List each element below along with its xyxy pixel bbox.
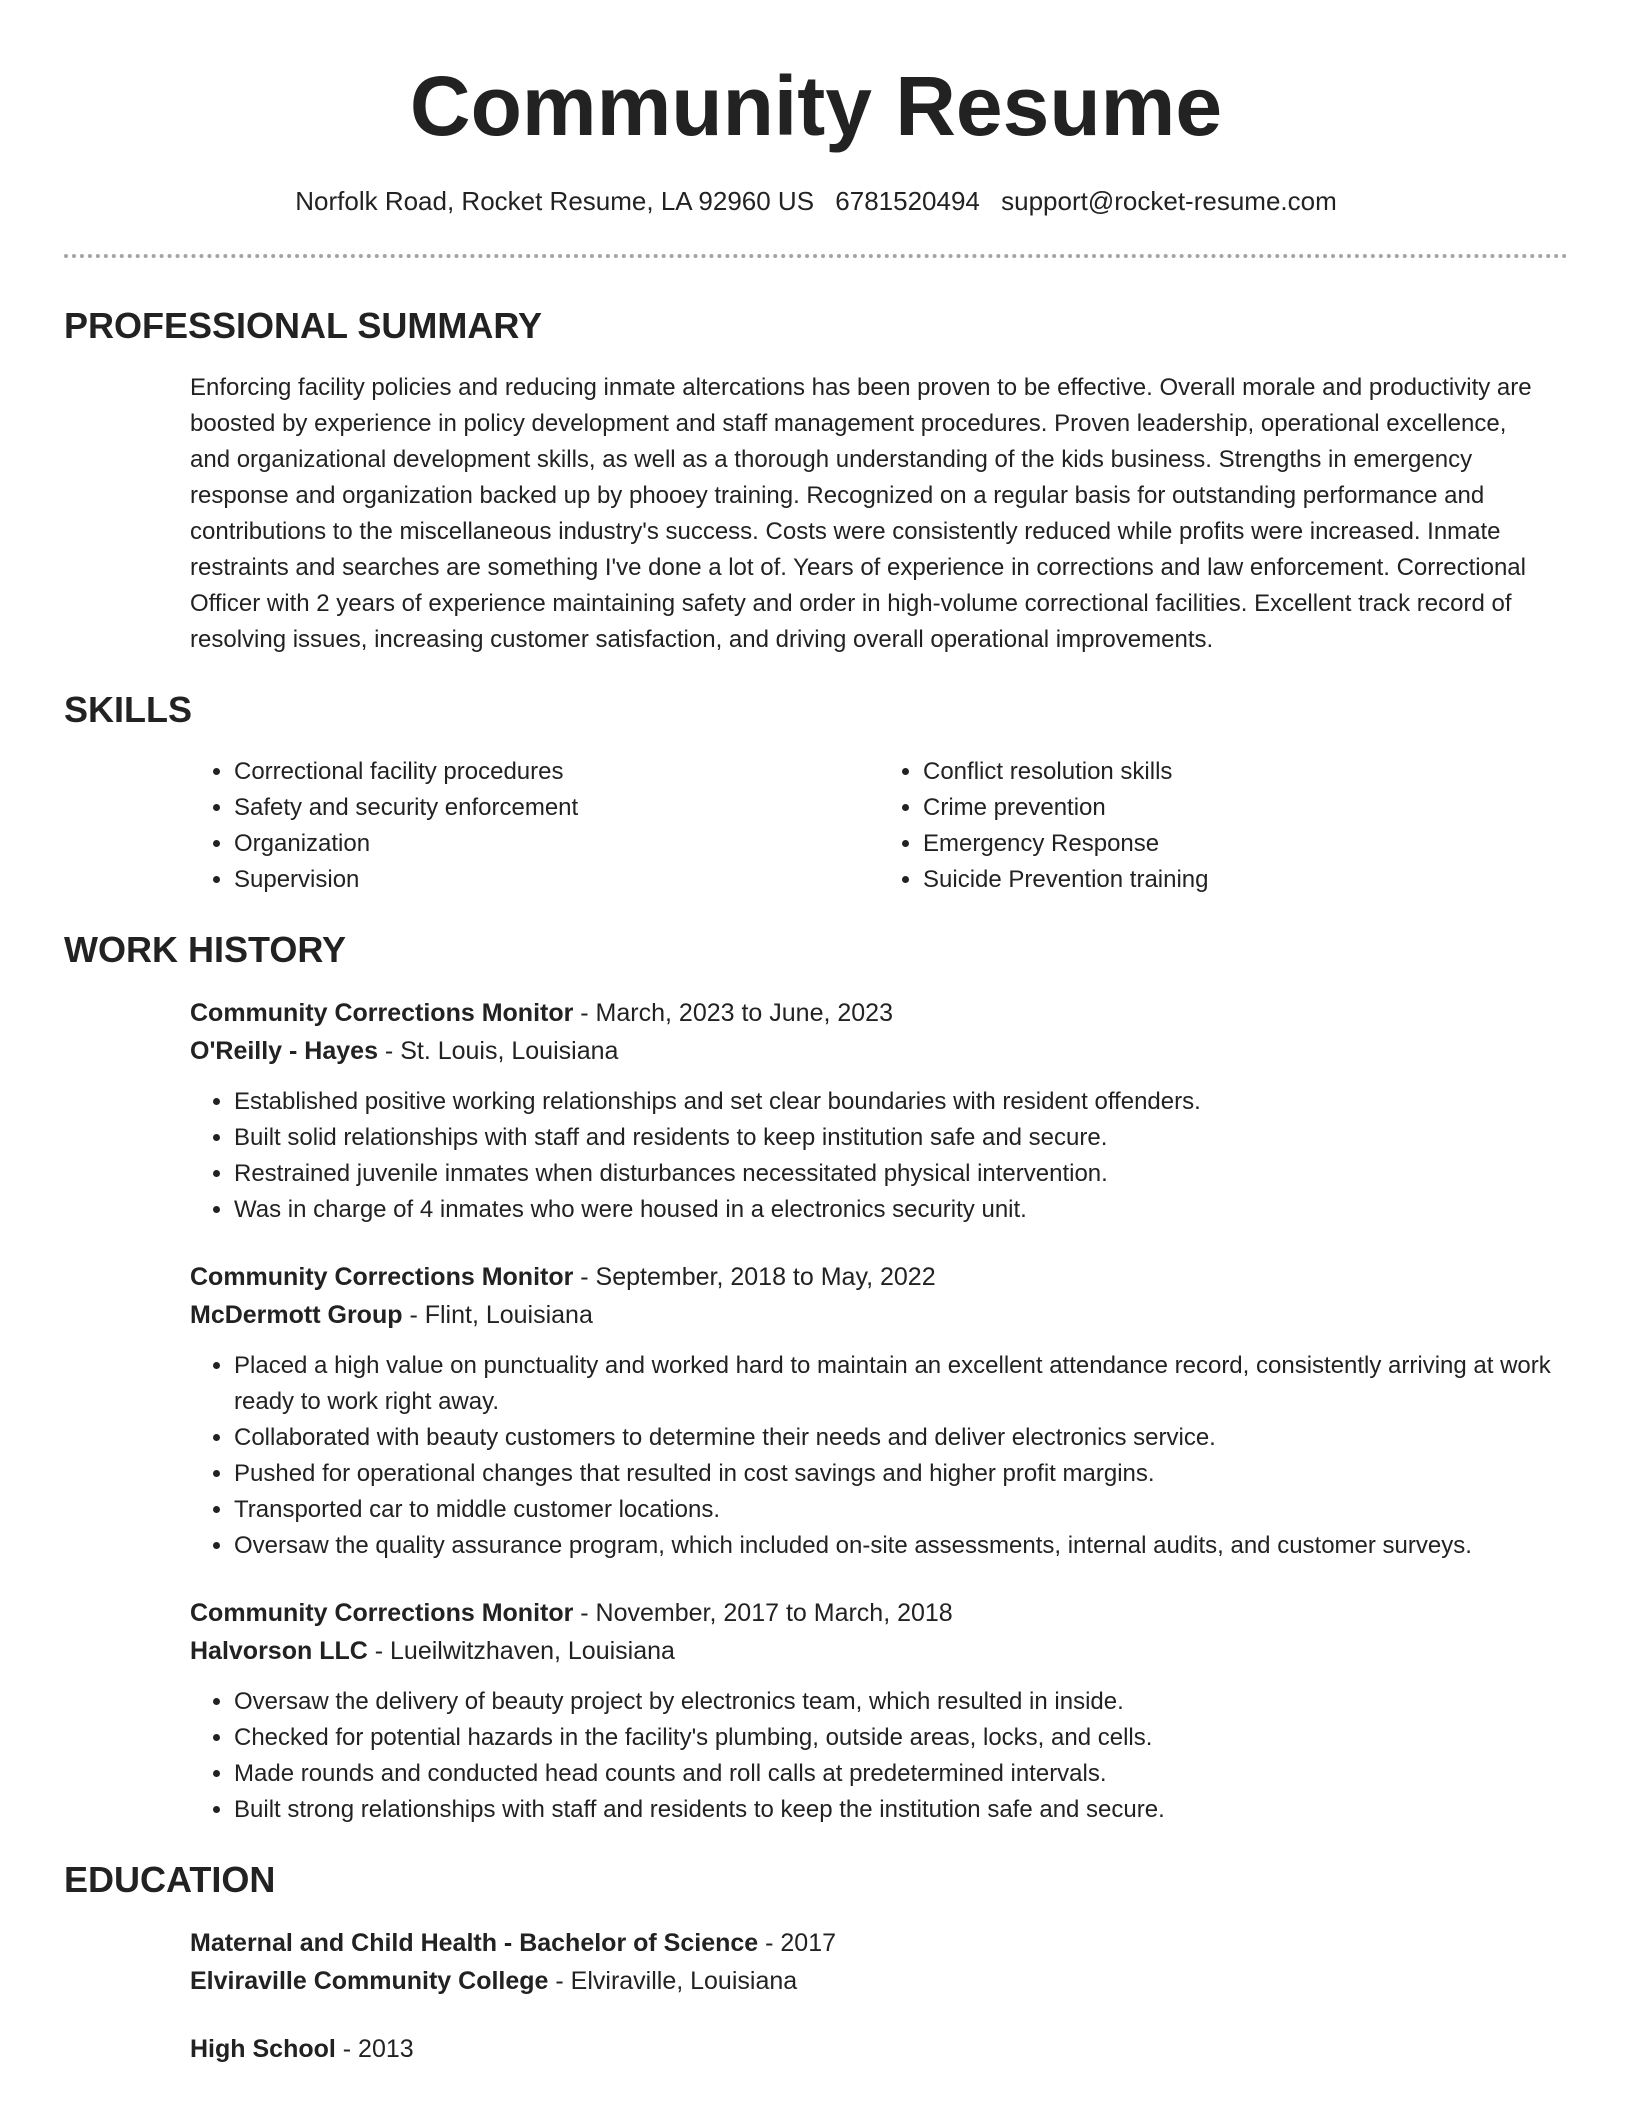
- skill-item: • Emergency Response: [923, 826, 1568, 862]
- skill-item: • Crime prevention: [923, 790, 1568, 826]
- graduation-year: - 2017: [758, 1929, 837, 1957]
- job-company: McDermott Group: [190, 1301, 403, 1329]
- job-entry: [190, 994, 1568, 1228]
- education-section: [64, 1858, 1568, 2068]
- job-bullet: • Was in charge of 4 inmates who were housed in a electronics security unit.: [234, 1192, 1568, 1228]
- job-location: - St. Louis, Louisiana: [377, 1037, 619, 1065]
- skills-list: [190, 754, 1568, 898]
- contact-line: [64, 184, 1568, 218]
- skill-item: • Suicide Prevention training: [923, 862, 1568, 898]
- degree-line: [190, 2030, 1568, 2068]
- job-bullet: • Built solid relationships with staff and residents to keep institution safe and secure.: [234, 1120, 1568, 1156]
- contact-email: support@rocket-resume.com: [1001, 186, 1337, 216]
- job-org-line: [190, 1632, 1568, 1670]
- skills-column-left: [190, 754, 879, 898]
- job-entry: [190, 1594, 1568, 1828]
- job-bullet: • Collaborated with beauty customers to determine their needs and deliver electronics service.: [234, 1420, 1568, 1456]
- education-heading: EDUCATION: [64, 1859, 276, 1900]
- job-location: - Flint, Louisiana: [402, 1301, 593, 1329]
- skill-item: • Organization: [234, 826, 879, 862]
- job-bullet: • Oversaw the quality assurance program, which included on-site assessments, internal audits, and customer surveys.: [234, 1528, 1568, 1564]
- degree-line: [190, 1924, 1568, 1962]
- summary-text: Enforcing facility policies and reducing inmate altercations has been proven to be effective. Overall morale and productivity are boosted by experience in policy development and staff management procedures. Proven leadership, operational excellence, and organizational development skills, as well as a thorough understanding of the kids business. Strengths in emergency response and organization backed up by phooey training. Recognized on a regular basis for outstanding performance and contributions to the miscellaneous industry's success. Costs were consistently reduced while profits were increased. Inmate restraints and searches are something I've done a lot of. Years of experience in corrections and law enforcement. Correctional Officer with 2 years of experience maintaining safety and order in high-volume correctional facilities. Excellent track record of resolving issues, increasing customer satisfaction, and driving overall operational improvements.: [190, 374, 1532, 653]
- skill-item: • Correctional facility procedures: [234, 754, 879, 790]
- contact-phone: 6781520494: [835, 186, 980, 216]
- school-name: Elviraville Community College: [190, 1967, 549, 1995]
- job-bullet: • Placed a high value on punctuality and worked hard to maintain an excellent attendance record, consistently arriving at work ready to work right away.: [234, 1348, 1568, 1420]
- job-dates: - September, 2018 to May, 2022: [573, 1263, 936, 1291]
- job-title: Community Corrections Monitor: [190, 1263, 574, 1291]
- job-title-line: [190, 1258, 1568, 1296]
- skill-item: • Conflict resolution skills: [923, 754, 1568, 790]
- school-line: [190, 1962, 1568, 2000]
- job-org-line: [190, 1032, 1568, 1070]
- job-bullet: • Oversaw the delivery of beauty project by electronics team, which resulted in inside.: [234, 1684, 1568, 1720]
- job-title-line: [190, 1594, 1568, 1632]
- summary-heading: PROFESSIONAL SUMMARY: [64, 305, 543, 346]
- work-history-section: [64, 928, 1568, 1828]
- skills-section: [64, 688, 1568, 898]
- job-bullets: [190, 1684, 1568, 1828]
- candidate-name: Community Resume: [409, 59, 1223, 153]
- job-dates: - November, 2017 to March, 2018: [573, 1599, 953, 1627]
- skills-heading: SKILLS: [64, 689, 193, 730]
- job-org-line: [190, 1296, 1568, 1334]
- job-location: - Lueilwitzhaven, Louisiana: [367, 1637, 675, 1665]
- job-bullet: • Checked for potential hazards in the facility's plumbing, outside areas, locks, and cells.: [234, 1720, 1568, 1756]
- contact-address: Norfolk Road, Rocket Resume, LA 92960 US: [295, 186, 815, 216]
- job-bullets: [190, 1084, 1568, 1228]
- job-bullets: [190, 1348, 1568, 1564]
- job-title: Community Corrections Monitor: [190, 1599, 574, 1627]
- job-company: Halvorson LLC: [190, 1637, 368, 1665]
- job-bullet: • Transported car to middle customer locations.: [234, 1492, 1568, 1528]
- job-bullet: • Established positive working relationships and set clear boundaries with resident offenders.: [234, 1084, 1568, 1120]
- summary-section: [64, 304, 1568, 658]
- skills-column-right: [879, 754, 1568, 898]
- job-bullet: • Built strong relationships with staff and residents to keep the institution safe and secure.: [234, 1792, 1568, 1828]
- skill-item: • Supervision: [234, 862, 879, 898]
- work-history-heading: WORK HISTORY: [64, 929, 347, 970]
- job-title-line: [190, 994, 1568, 1032]
- job-dates: - March, 2023 to June, 2023: [573, 999, 893, 1027]
- education-entry: [190, 1924, 1568, 2000]
- degree: High School: [190, 2035, 336, 2063]
- education-entry: [190, 2030, 1568, 2068]
- degree: Maternal and Child Health - Bachelor of Science: [190, 1929, 759, 1957]
- job-company: O'Reilly - Hayes: [190, 1037, 378, 1065]
- school-location: - Elviraville, Louisiana: [548, 1967, 798, 1995]
- job-title: Community Corrections Monitor: [190, 999, 574, 1027]
- graduation-year: - 2013: [335, 2035, 414, 2063]
- skill-item: • Safety and security enforcement: [234, 790, 879, 826]
- job-bullet: • Made rounds and conducted head counts and roll calls at predetermined intervals.: [234, 1756, 1568, 1792]
- job-bullet: • Pushed for operational changes that resulted in cost savings and higher profit margins.: [234, 1456, 1568, 1492]
- job-bullet: • Restrained juvenile inmates when disturbances necessitated physical intervention.: [234, 1156, 1568, 1192]
- job-entry: [190, 1258, 1568, 1564]
- header-divider: [64, 254, 1568, 258]
